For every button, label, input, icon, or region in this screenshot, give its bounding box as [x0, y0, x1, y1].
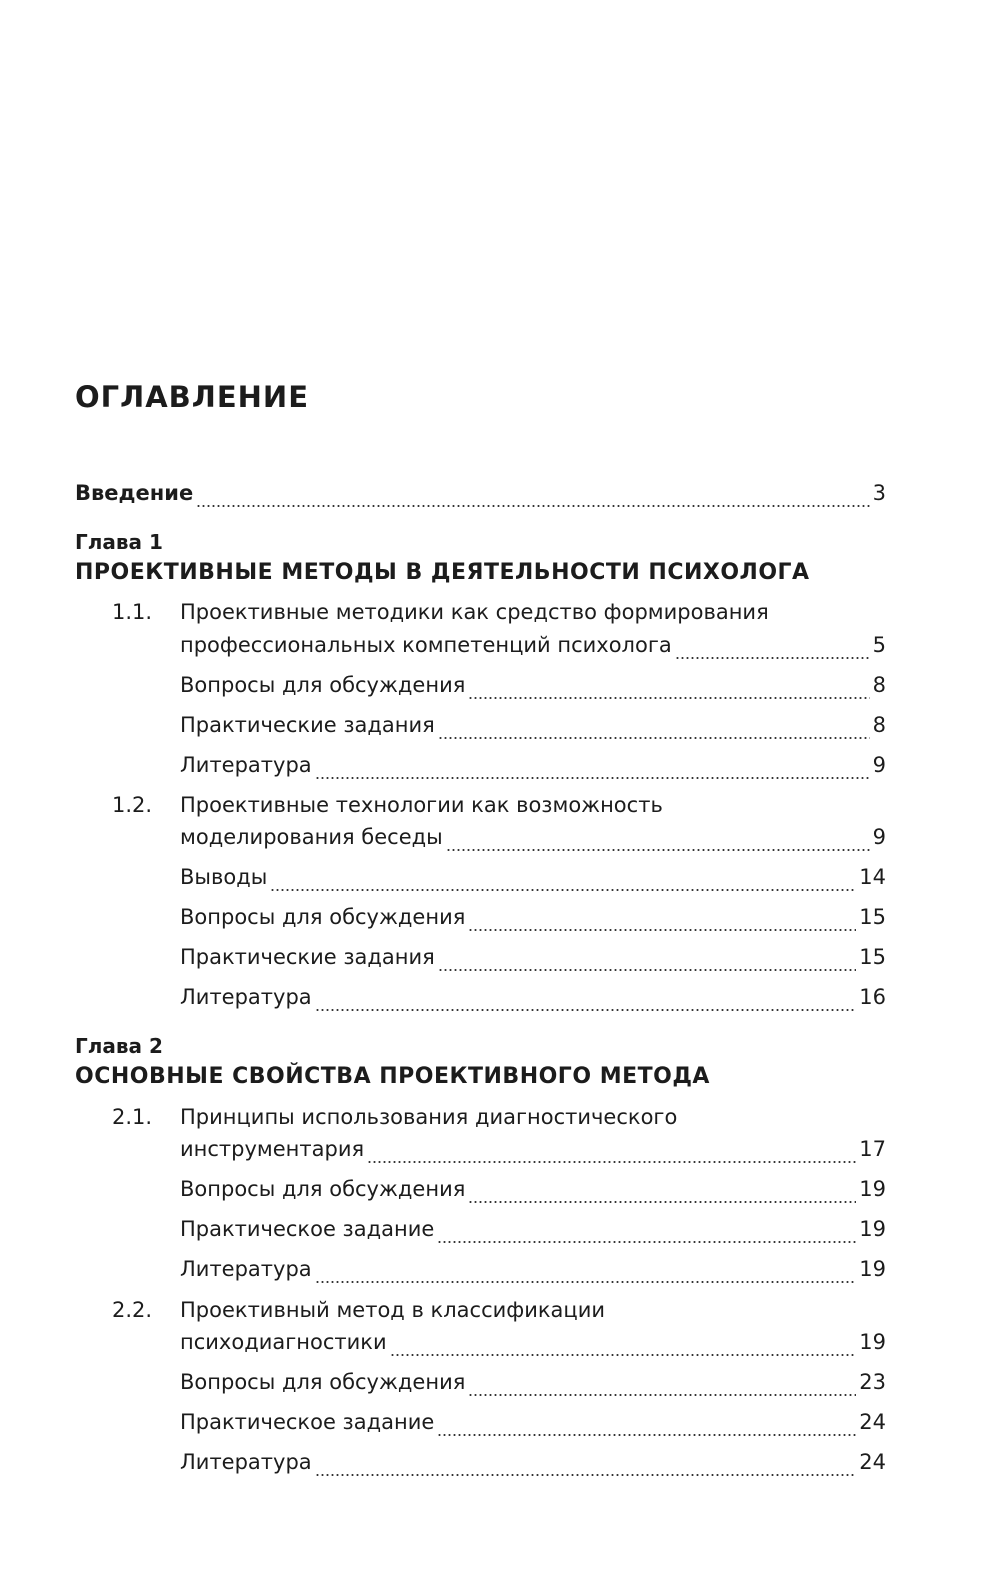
toc-entry[interactable]: [180, 1214, 886, 1244]
dot-leader: [675, 638, 870, 660]
entry-label: моделирования беседы: [180, 825, 443, 849]
dot-leader: [437, 1415, 856, 1437]
page-number: 17: [859, 1137, 886, 1161]
page-number: 16: [859, 985, 886, 1009]
dot-leader: [468, 1182, 856, 1204]
toc-entry[interactable]: [180, 942, 886, 972]
entry-label: Литература: [180, 753, 312, 777]
dot-leader: [437, 1222, 856, 1244]
dot-leader: [315, 990, 857, 1012]
toc-entry[interactable]: [180, 982, 886, 1012]
section-number: 1.2.: [112, 793, 153, 817]
entry-label: Вопросы для обсуждения: [180, 1370, 466, 1394]
toc-entry[interactable]: [180, 750, 886, 780]
entry-label: Выводы: [180, 865, 268, 889]
entry-label: Вопросы для обсуждения: [180, 1177, 466, 1201]
dot-leader: [315, 1455, 857, 1477]
toc-entry[interactable]: [180, 630, 886, 660]
entry-label: Литература: [180, 1450, 312, 1474]
entry-label: инструментария: [180, 1137, 365, 1161]
page-number: 15: [859, 905, 886, 929]
entry-label: Вопросы для обсуждения: [180, 673, 466, 697]
section-number: 1.1.: [112, 600, 153, 624]
dot-leader: [468, 1375, 856, 1397]
entry-label: Практические задания: [180, 945, 435, 969]
entry-label-line: 2.1. Принципы использования диагностического: [180, 1102, 677, 1132]
toc-entry[interactable]: [180, 670, 886, 700]
toc-entry[interactable]: [180, 710, 886, 740]
dot-leader: [390, 1335, 857, 1357]
page-number: 15: [859, 945, 886, 969]
section-number: 2.2.: [112, 1298, 153, 1322]
toc-entry[interactable]: [180, 1407, 886, 1437]
toc-entry[interactable]: [180, 822, 886, 852]
entry-label: Литература: [180, 1257, 312, 1281]
dot-leader: [367, 1142, 856, 1164]
page-number: 23: [859, 1370, 886, 1394]
dot-leader: [468, 910, 856, 932]
page-number: 19: [859, 1177, 886, 1201]
toc-title: ОГЛАВЛЕНИЕ: [75, 380, 310, 414]
chapter-label[interactable]: Глава 1: [75, 530, 163, 554]
entry-label: Введение: [75, 481, 194, 505]
chapter-heading[interactable]: ОСНОВНЫЕ СВОЙСТВА ПРОЕКТИВНОГО МЕТОДА: [75, 1064, 710, 1089]
entry-label-line: 2.2. Проективный метод в классификации: [180, 1295, 605, 1325]
chapter-heading[interactable]: ПРОЕКТИВНЫЕ МЕТОДЫ В ДЕЯТЕЛЬНОСТИ ПСИХОЛОГА: [75, 560, 810, 585]
entry-label: Практическое задание: [180, 1410, 435, 1434]
dot-leader: [315, 758, 870, 780]
page-number: 14: [859, 865, 886, 889]
page-number: 19: [859, 1330, 886, 1354]
page-number: 24: [859, 1450, 886, 1474]
page-number: 19: [859, 1217, 886, 1241]
toc-entry[interactable]: [180, 1367, 886, 1397]
page-number: 5: [872, 633, 886, 657]
dot-leader: [446, 830, 870, 852]
entry-label-line: 1.1. Проективные методики как средство формирования: [180, 597, 769, 627]
dot-leader: [468, 678, 869, 700]
toc-entry[interactable]: [180, 1134, 886, 1164]
dot-leader: [270, 870, 856, 892]
toc-entry[interactable]: [180, 1174, 886, 1204]
entry-label: Практические задания: [180, 713, 435, 737]
toc-entry[interactable]: [180, 1254, 886, 1284]
entry-label: профессиональных компетенций психолога: [180, 633, 672, 657]
toc-entry[interactable]: [180, 902, 886, 932]
page-number: 9: [872, 825, 886, 849]
entry-label: Вопросы для обсуждения: [180, 905, 466, 929]
toc-entry[interactable]: [180, 1327, 886, 1357]
page-number: 24: [859, 1410, 886, 1434]
toc-entry[interactable]: [75, 478, 886, 508]
entry-label: психодиагностики: [180, 1330, 387, 1354]
page-number: 19: [859, 1257, 886, 1281]
toc-entry[interactable]: [180, 862, 886, 892]
entry-label: Литература: [180, 985, 312, 1009]
entry-label: Практическое задание: [180, 1217, 435, 1241]
page-number: 8: [872, 673, 886, 697]
entry-label-line: 1.2. Проективные технологии как возможность: [180, 790, 663, 820]
page-number: 9: [872, 753, 886, 777]
dot-leader: [438, 718, 870, 740]
page-number: 3: [872, 481, 886, 505]
toc-entry[interactable]: [180, 1447, 886, 1477]
section-number: 2.1.: [112, 1105, 153, 1129]
dot-leader: [315, 1262, 857, 1284]
dot-leader: [196, 486, 869, 508]
page-number: 8: [872, 713, 886, 737]
dot-leader: [438, 950, 856, 972]
chapter-label[interactable]: Глава 2: [75, 1034, 163, 1058]
